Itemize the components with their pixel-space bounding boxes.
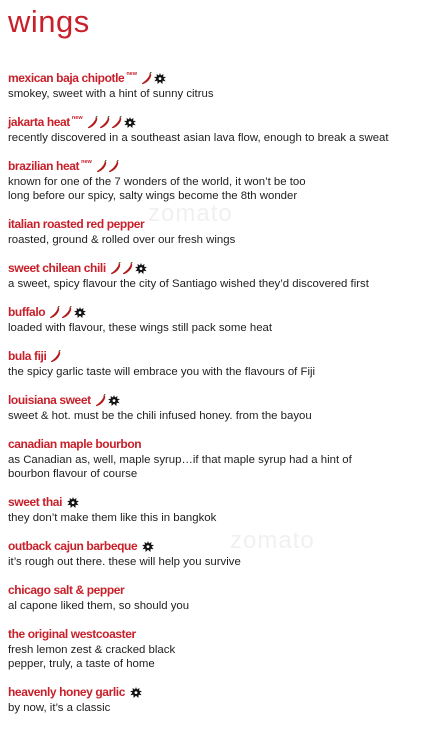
heat-icons bbox=[50, 350, 61, 363]
menu-item bbox=[8, 115, 440, 145]
menu-item-name: canadian maple bourbon bbox=[8, 437, 142, 451]
description-line: pepper, truly, a taste of home bbox=[8, 658, 155, 670]
menu-item bbox=[8, 349, 440, 379]
menu-item bbox=[8, 437, 440, 481]
description-line: as Canadian as, well, maple syrup…if that maple syrup had a hint of bbox=[8, 454, 352, 466]
description-line: the spicy garlic taste will embrace you with the flavours of Fiji bbox=[8, 366, 316, 378]
menu-item bbox=[8, 305, 440, 335]
flame-bat-icon bbox=[66, 496, 80, 509]
chili-pepper-icon bbox=[141, 72, 152, 85]
menu-item bbox=[8, 685, 440, 715]
menu-item-title bbox=[8, 305, 440, 319]
flame-bat-icon bbox=[123, 116, 137, 129]
menu-item-name: bula fiji bbox=[8, 349, 47, 363]
menu-item-description bbox=[8, 453, 440, 481]
chili-pepper-icon bbox=[108, 160, 119, 173]
chili-pepper-icon bbox=[111, 116, 122, 129]
heat-icons bbox=[141, 540, 155, 553]
menu-item bbox=[8, 393, 440, 423]
menu-item-name: mexican baja chipotle bbox=[8, 71, 125, 85]
menu-item bbox=[8, 539, 440, 569]
chili-pepper-icon bbox=[110, 262, 121, 275]
menu-item-title bbox=[8, 685, 440, 699]
flame-bat-icon bbox=[73, 306, 87, 319]
menu-item-title bbox=[8, 495, 440, 509]
menu-item-description bbox=[8, 321, 440, 335]
new-badge: new bbox=[81, 159, 92, 165]
menu-item-name: buffalo bbox=[8, 305, 46, 319]
heat-icons bbox=[49, 306, 87, 319]
new-badge: new bbox=[71, 115, 83, 121]
menu-item-description bbox=[8, 233, 440, 247]
menu-item-title bbox=[8, 71, 440, 85]
menu-item-title bbox=[8, 217, 440, 231]
menu-item-title bbox=[8, 627, 440, 641]
description-line: it’s rough out there. these will help you survive bbox=[8, 556, 241, 568]
menu-item bbox=[8, 159, 440, 203]
heat-icons bbox=[141, 72, 167, 85]
menu-item-description bbox=[8, 643, 440, 671]
menu-item-description bbox=[8, 701, 440, 715]
menu-item-name: the original westcoaster bbox=[8, 627, 136, 641]
menu-item-name: brazilian heat bbox=[8, 159, 80, 173]
chili-pepper-icon bbox=[122, 262, 133, 275]
description-line: long before our spicy, salty wings become the 8th wonder bbox=[8, 190, 298, 202]
new-badge: new bbox=[126, 71, 138, 77]
description-line: they don’t make them like this in bangkok bbox=[8, 512, 217, 524]
menu-item-description bbox=[8, 365, 440, 379]
flame-bat-icon bbox=[153, 72, 167, 85]
description-line: fresh lemon zest & cracked black bbox=[8, 644, 176, 656]
wings-menu bbox=[8, 71, 440, 729]
chili-pepper-icon bbox=[99, 116, 110, 129]
chili-pepper-icon bbox=[87, 116, 98, 129]
heat-icons bbox=[66, 496, 80, 509]
menu-item-description bbox=[8, 277, 440, 291]
menu-item-title bbox=[8, 393, 440, 407]
menu-item-name: jakarta heat bbox=[8, 115, 70, 129]
description-line: loaded with flavour, these wings still pack some heat bbox=[8, 322, 273, 334]
description-line: smokey, sweet with a hint of sunny citrus bbox=[8, 88, 214, 100]
menu-item-title bbox=[8, 437, 440, 451]
chili-pepper-icon bbox=[96, 160, 107, 173]
description-line: roasted, ground & rolled over our fresh wings bbox=[8, 234, 236, 246]
flame-bat-icon bbox=[134, 262, 148, 275]
menu-item-title bbox=[8, 349, 440, 363]
description-line: sweet & hot. must be the chili infused honey. from the bayou bbox=[8, 410, 312, 422]
chili-pepper-icon bbox=[95, 394, 106, 407]
menu-item-name: chicago salt & pepper bbox=[8, 583, 125, 597]
heat-icons bbox=[129, 686, 143, 699]
menu-item-description bbox=[8, 599, 440, 613]
menu-item-title bbox=[8, 159, 440, 173]
menu-item-title bbox=[8, 115, 440, 129]
description-line: known for one of the 7 wonders of the world, it won’t be too bbox=[8, 176, 306, 188]
menu-item bbox=[8, 71, 440, 101]
page-title: wings bbox=[8, 4, 90, 39]
heat-icons bbox=[87, 116, 137, 129]
menu-item-description bbox=[8, 555, 440, 569]
menu-item-name: sweet chilean chili bbox=[8, 261, 106, 275]
chili-pepper-icon bbox=[49, 306, 60, 319]
description-line: al capone liked them, so should you bbox=[8, 600, 190, 612]
watermark: zomato bbox=[148, 200, 233, 227]
description-line: a sweet, spicy flavour the city of Santiago wished they’d discovered first bbox=[8, 278, 369, 290]
menu-item-name: heavenly honey garlic bbox=[8, 685, 125, 699]
heat-icons bbox=[95, 394, 121, 407]
menu-item-name: louisiana sweet bbox=[8, 393, 91, 407]
chili-pepper-icon bbox=[61, 306, 72, 319]
menu-item bbox=[8, 583, 440, 613]
flame-bat-icon bbox=[107, 394, 121, 407]
menu-item-description bbox=[8, 409, 440, 423]
menu-item-description bbox=[8, 131, 440, 145]
menu-item-name: italian roasted red pepper bbox=[8, 217, 145, 231]
menu-item-description bbox=[8, 87, 440, 101]
menu-item-title bbox=[8, 261, 440, 275]
description-line: bourbon flavour of course bbox=[8, 468, 138, 480]
menu-item-description bbox=[8, 175, 440, 203]
heat-icons bbox=[96, 160, 119, 173]
menu-item-name: sweet thai bbox=[8, 495, 63, 509]
description-line: by now, it’s a classic bbox=[8, 702, 111, 714]
flame-bat-icon bbox=[129, 686, 143, 699]
menu-item bbox=[8, 627, 440, 671]
menu-item-title bbox=[8, 583, 440, 597]
menu-item bbox=[8, 495, 440, 525]
description-line: recently discovered in a southeast asian lava flow, enough to break a sweat bbox=[8, 132, 389, 144]
chili-pepper-icon bbox=[50, 350, 61, 363]
flame-bat-icon bbox=[141, 540, 155, 553]
watermark: zomato bbox=[230, 527, 315, 554]
menu-item-title bbox=[8, 539, 440, 553]
menu-item bbox=[8, 217, 440, 247]
menu-item-description bbox=[8, 511, 440, 525]
menu-item-name: outback cajun barbeque bbox=[8, 539, 138, 553]
heat-icons bbox=[110, 262, 148, 275]
menu-item bbox=[8, 261, 440, 291]
